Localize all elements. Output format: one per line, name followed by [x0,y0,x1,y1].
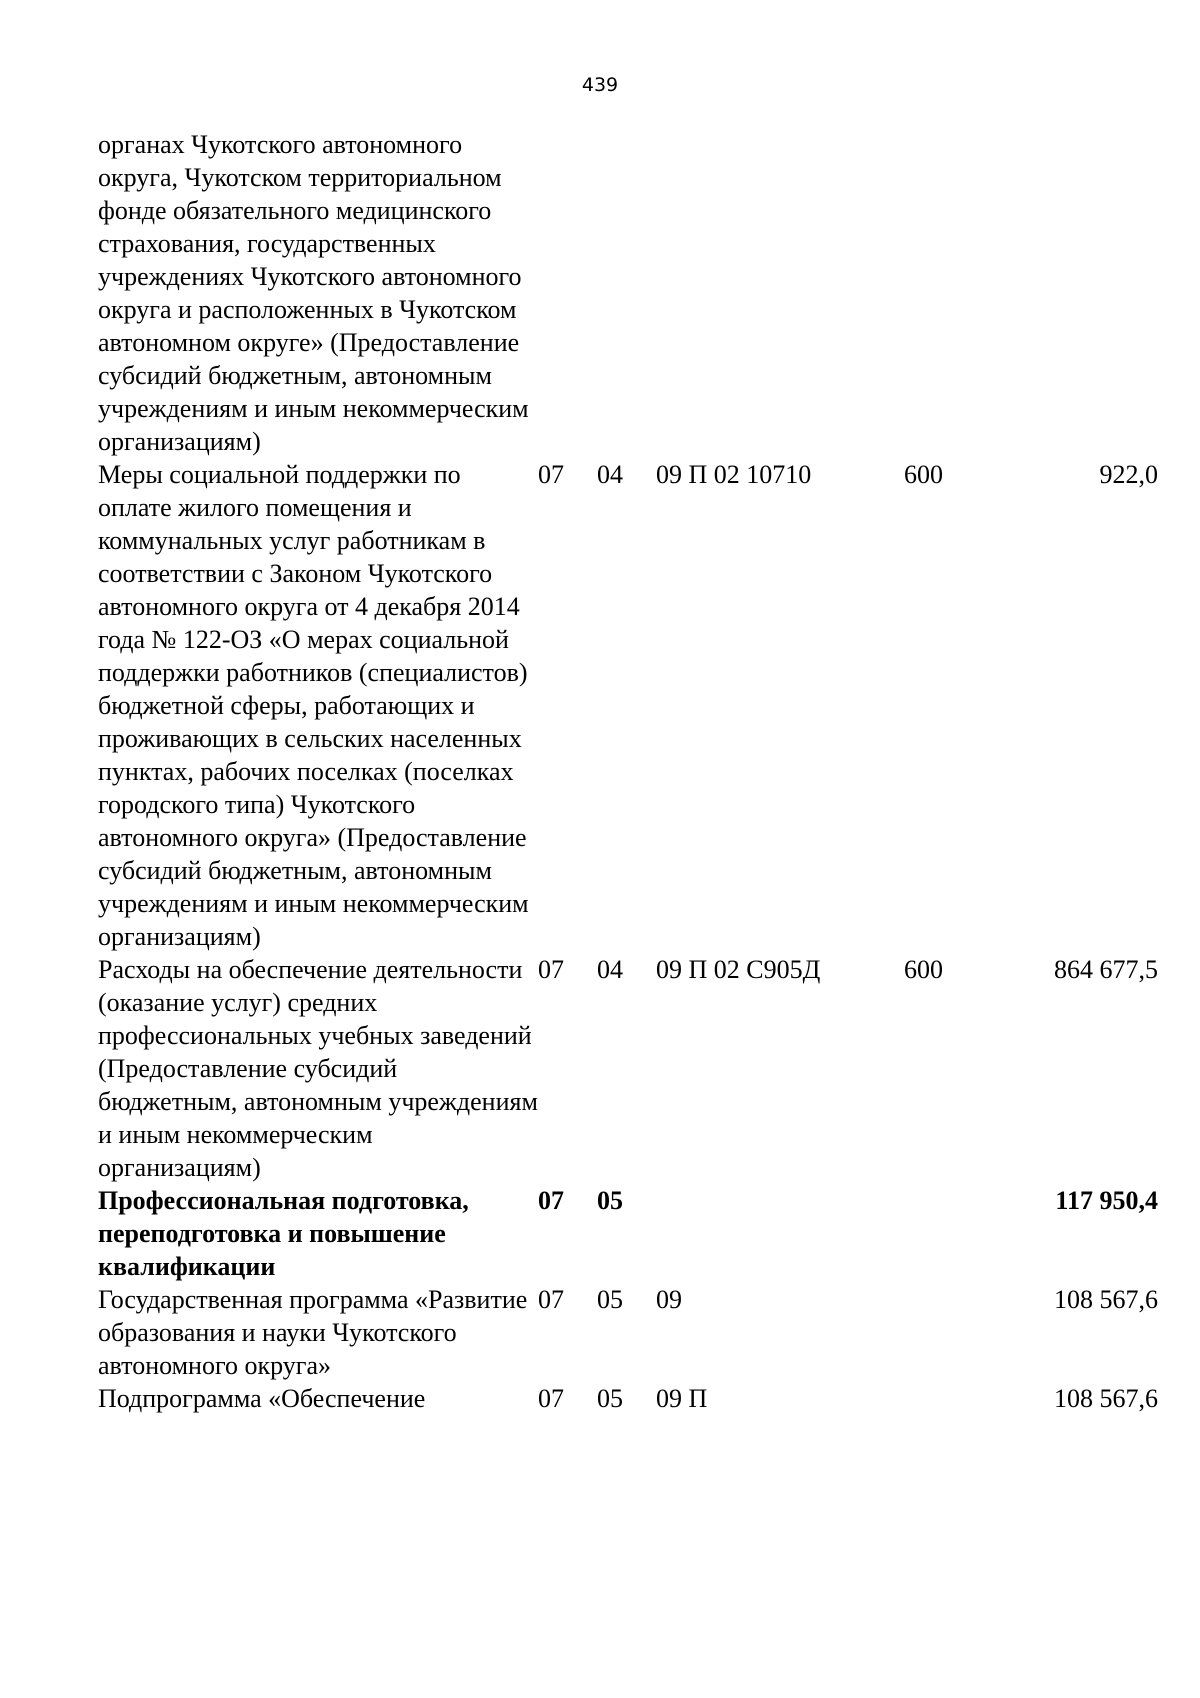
section-code [538,128,597,458]
table-row [98,458,1158,953]
expense-type-code [904,1382,1014,1415]
table-row-section [98,1184,1158,1283]
target-article-code [656,128,904,458]
item-name: Профессиональная подготовка, переподготовка и повышение квалификации [98,1186,469,1281]
subsection-code: 05 [597,1186,623,1215]
item-name: Меры социальной поддержки по оплате жилого помещения и коммунальных услуг работникам в соответствии с Законом Чукотского автономного округа от 4 декабря 2014 года № 122-ОЗ «О мерах социальной поддержки работников (специалистов) бюджетной сферы, работающих и проживающих в сельских населенных пунктах, рабочих поселках (поселках городского типа) Чукотского автономного округа» (Предоставление субсидий бюджетным, автономным учреждениям и иным некоммерческим организациям) [98,460,529,951]
subsection-code: 05 [597,1285,623,1314]
amount [1014,128,1158,458]
table-row [98,953,1158,1184]
expense-type-code [904,128,1014,458]
amount: 108 567,6 [1054,1384,1158,1413]
budget-table [98,128,1158,1415]
expense-type-code [904,1184,1014,1283]
expense-type-code [904,1283,1014,1382]
item-name: органах Чукотского автономного округа, Чукотском территориальном фонде обязательного медицинского страхования, государственных учреждениях Чукотского автономного округа и расположенных в Чукотском автономном округе» (Предоставление субсидий бюджетным, автономным учреждениям и иным некоммерческим организациям) [98,130,529,456]
subsection-code: 05 [597,1384,623,1413]
section-code: 07 [538,955,564,984]
item-name: Расходы на обеспечение деятельности (оказание услуг) средних профессиональных учебных заведений (Предоставление субсидий бюджетным, автономным учреждениям и иным некоммерческим организациям) [98,955,538,1182]
expense-type-code: 600 [904,955,943,984]
subsection-code [597,128,656,458]
table-row [98,1382,1158,1415]
target-article-code: 09 [656,1285,682,1314]
section-code: 07 [538,1384,564,1413]
table-row [98,128,1158,458]
amount: 117 950,4 [1055,1186,1158,1215]
item-name: Подпрограмма «Обеспечение [98,1384,426,1413]
target-article-code [656,1184,904,1283]
target-article-code: 09 П [656,1384,708,1413]
amount: 108 567,6 [1054,1285,1158,1314]
table-row [98,1283,1158,1382]
target-article-code: 09 П 02 10710 [656,460,812,489]
item-name: Государственная программа «Развитие образования и науки Чукотского автономного округа» [98,1285,528,1380]
section-code: 07 [538,1186,564,1215]
amount: 864 677,5 [1054,955,1158,984]
expense-type-code: 600 [904,460,943,489]
page-number: 439 [581,74,619,96]
target-article-code: 09 П 02 С905Д [656,955,821,984]
subsection-code: 04 [597,460,623,489]
subsection-code: 04 [597,955,623,984]
section-code: 07 [538,460,564,489]
amount: 922,0 [1099,460,1158,489]
section-code: 07 [538,1285,564,1314]
